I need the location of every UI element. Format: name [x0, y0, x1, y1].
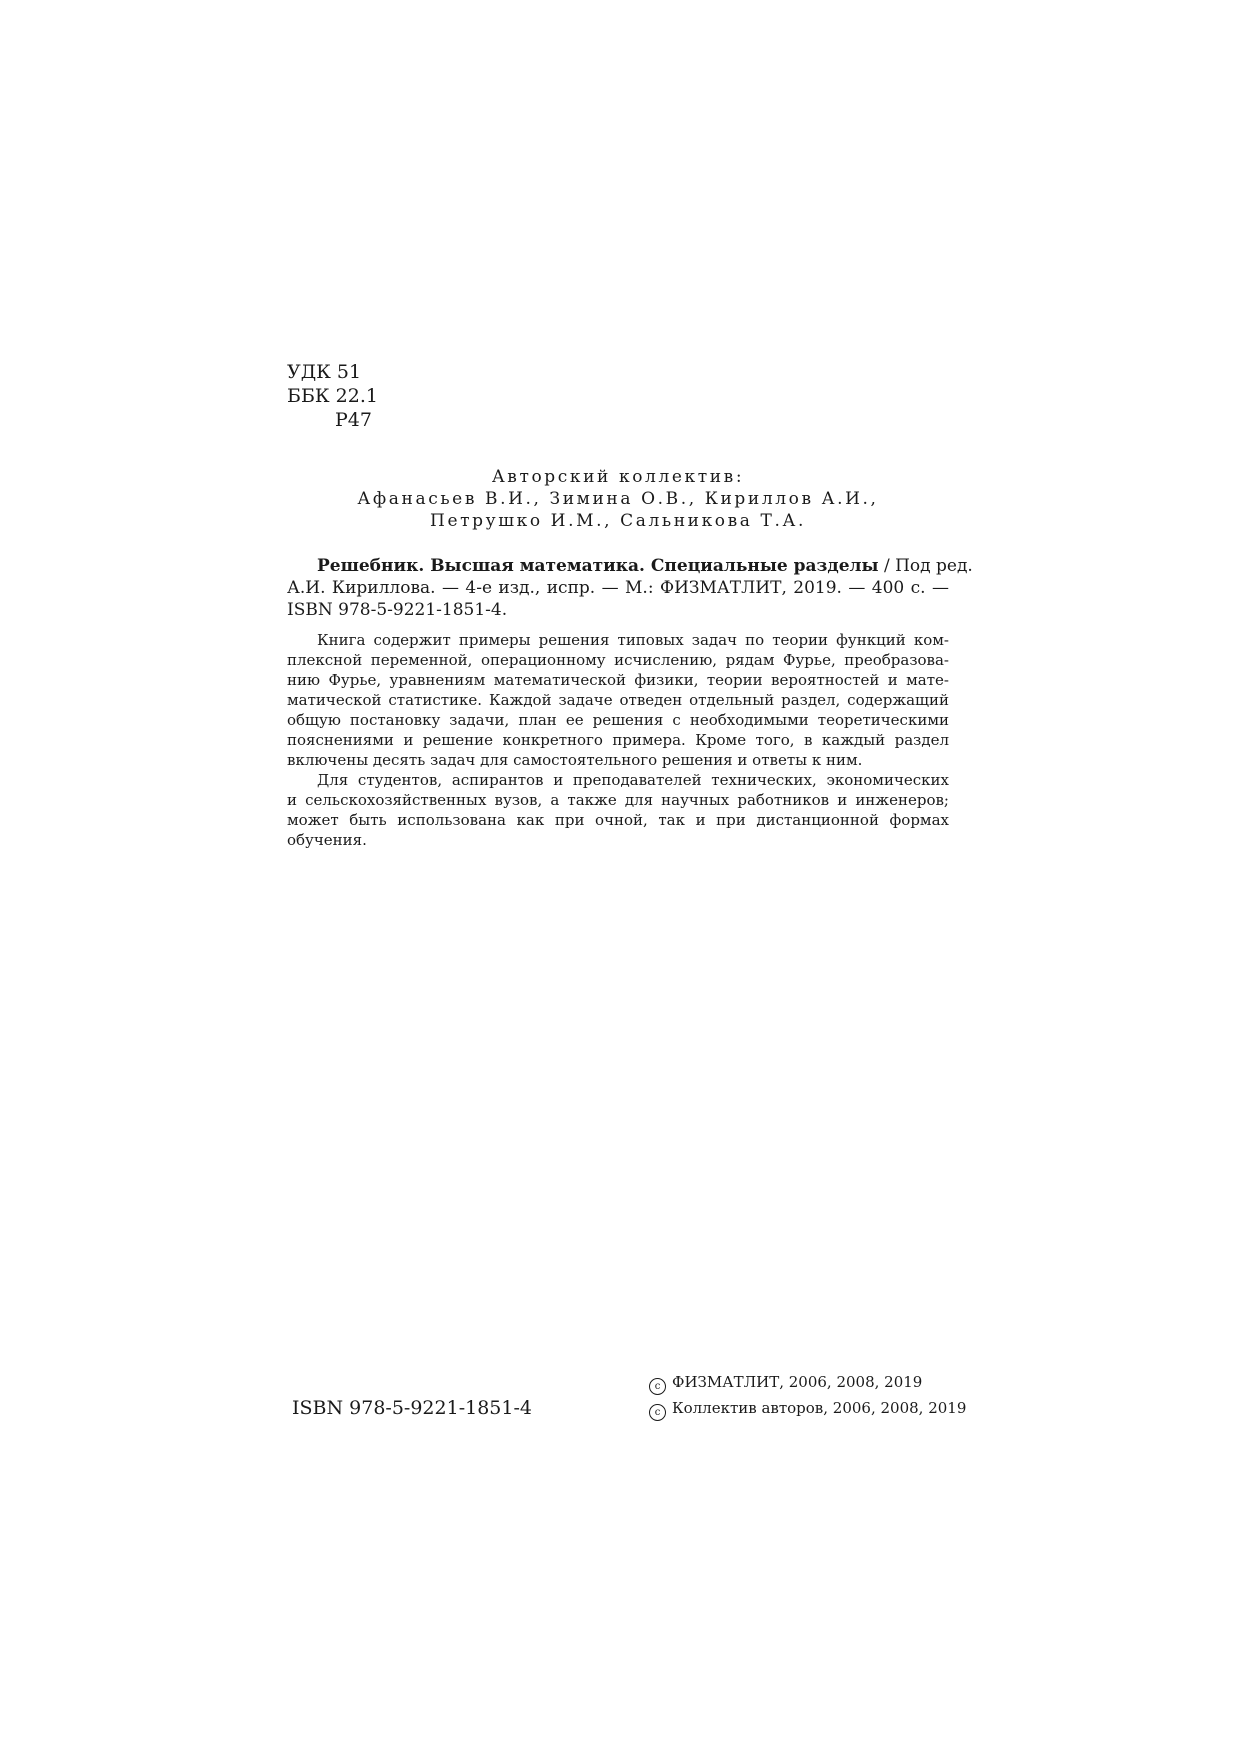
authors-block: [287, 466, 949, 532]
authors-line-2: Петрушко И.М., Сальникова Т.А.: [430, 511, 806, 531]
udk-code: УДК 51: [287, 361, 362, 383]
biblio-line-1: [287, 555, 973, 577]
book-title: Решебник. Высшая математика. Специальные разделы: [317, 556, 879, 576]
annotation-line: включены десять задач для самостоятельного решения и ответы к ним.: [287, 751, 863, 769]
annotation-line: Книга содержит примеры решения типовых задач по теории функций ком-: [317, 631, 949, 649]
annotation-line: обучения.: [287, 831, 367, 849]
annotation-line: и сельскохозяйственных вузов, а также для научных работников и инженеров;: [287, 791, 949, 809]
annotation-paragraph-1: [287, 630, 949, 770]
authors-heading: Авторский коллектив:: [491, 467, 745, 487]
copyright-publisher: [649, 1369, 966, 1395]
annotation-line: пояснениями и решение конкретного примера. Кроме того, в каждый раздел: [287, 731, 949, 749]
author-sign-code: Р47: [335, 409, 372, 431]
biblio-line-3: ISBN 978-5-9221-1851-4.: [287, 600, 508, 620]
authors-line-1: Афанасьев В.И., Зимина О.В., Кириллов А.И.,: [357, 489, 879, 509]
copyright-icon: c: [649, 1404, 666, 1421]
copyright-block: [649, 1369, 966, 1421]
classification-block: [287, 360, 378, 432]
annotation-paragraph-2: [287, 770, 949, 850]
editor-note: / Под ред.: [878, 556, 973, 576]
copyright-authors-text: Коллектив авторов, 2006, 2008, 2019: [672, 1399, 967, 1417]
biblio-line-2: А.И. Кириллова. — 4-е изд., испр. — М.: ФИЗМАТЛИТ, 2019. — 400 с. —: [287, 578, 949, 598]
annotation-line: плексной переменной, операционному исчислению, рядам Фурье, преобразова-: [287, 651, 949, 669]
copyright-publisher-text: ФИЗМАТЛИТ, 2006, 2008, 2019: [672, 1373, 923, 1391]
annotation-line: матической статистике. Каждой задаче отведен отдельный раздел, содержащий: [287, 691, 949, 709]
annotation: [287, 630, 949, 850]
annotation-line: общую постановку задачи, план ее решения с необходимыми теоретическими: [287, 711, 949, 729]
copyright-authors: [649, 1395, 966, 1421]
annotation-line: Для студентов, аспирантов и преподавателей технических, экономических: [317, 771, 949, 789]
bibliographic-record: [287, 555, 973, 621]
copyright-icon: c: [649, 1378, 666, 1395]
annotation-line: нию Фурье, уравнениям математической физики, теории вероятностей и мате-: [287, 671, 949, 689]
bbk-code: ББК 22.1: [287, 385, 378, 407]
isbn-number: ISBN 978-5-9221-1851-4: [292, 1397, 532, 1419]
annotation-line: может быть использована как при очной, так и при дистанционной формах: [287, 811, 949, 829]
